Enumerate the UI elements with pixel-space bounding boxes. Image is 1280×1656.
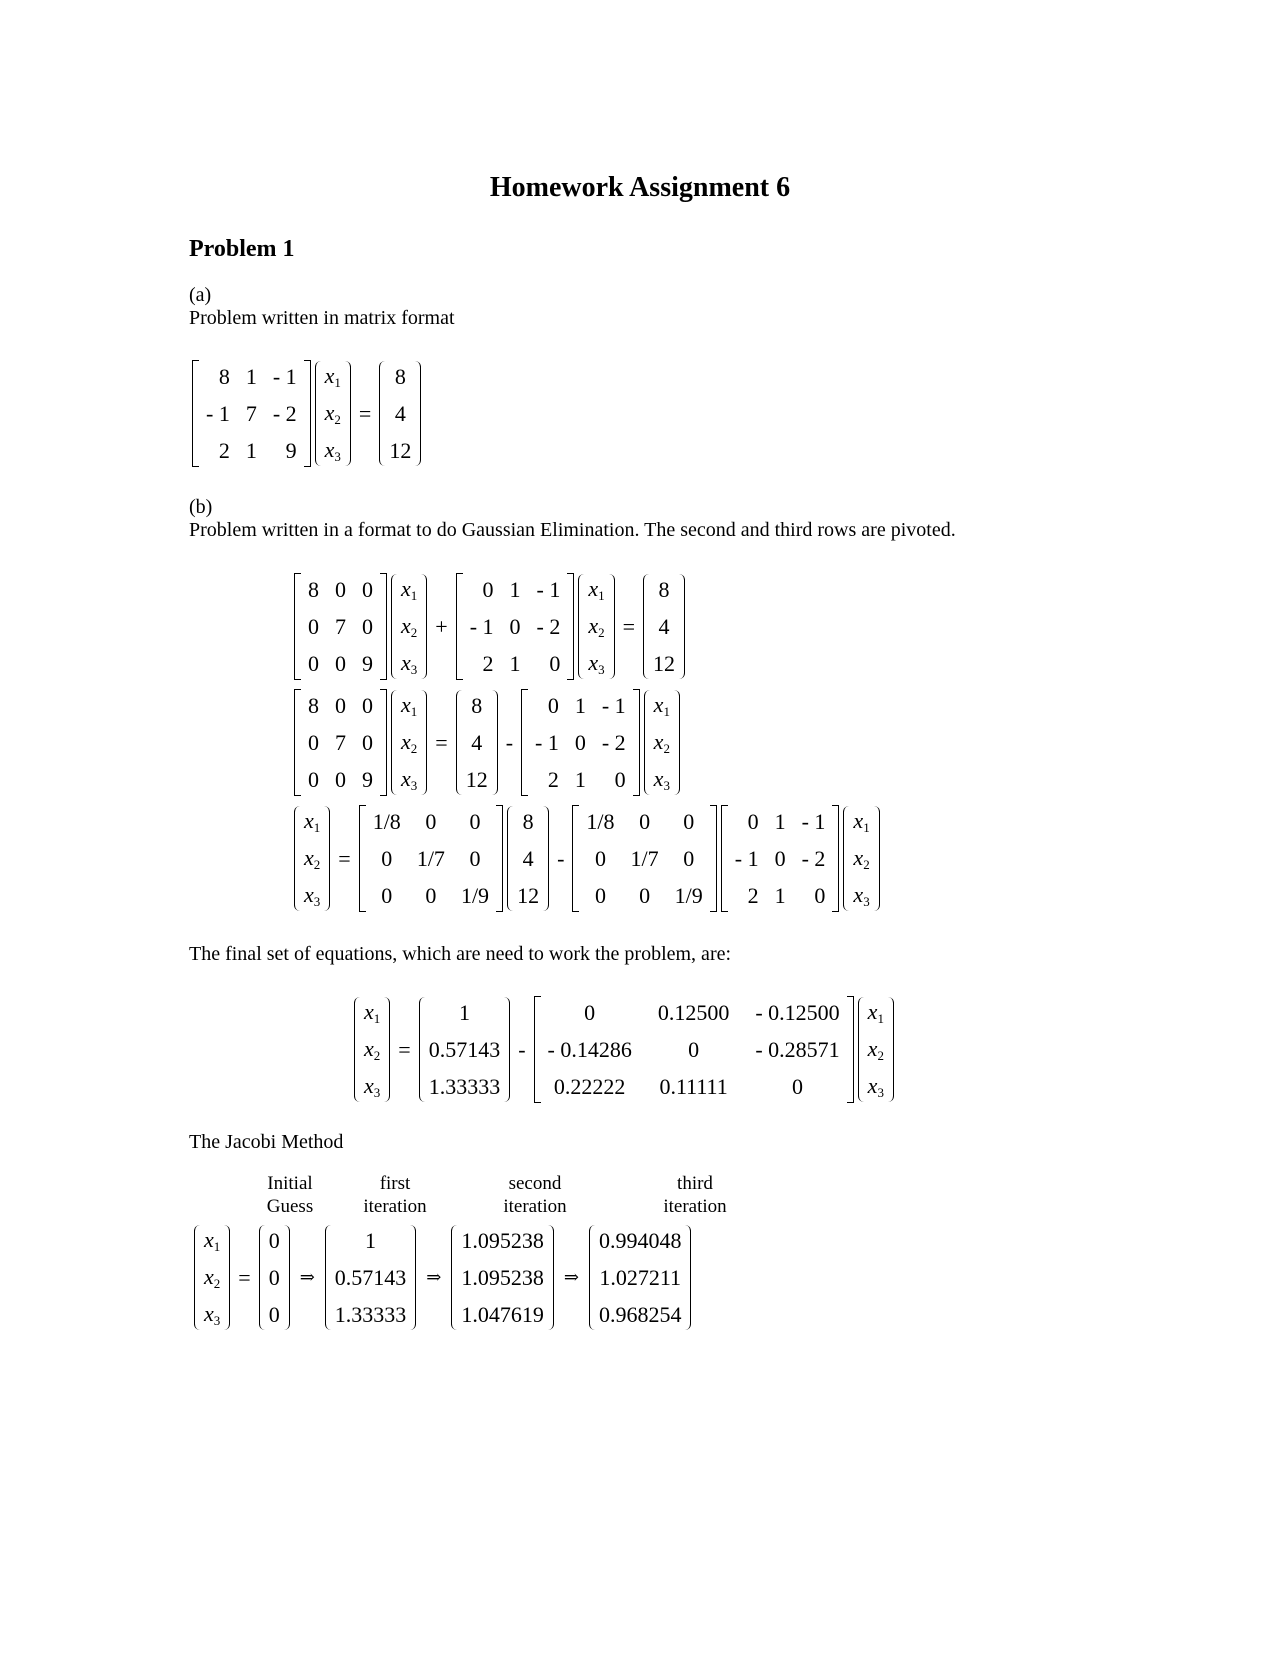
matrix-entry: 0 [335,576,346,602]
variable-x [204,1227,220,1255]
matrix-entry: 1 [774,808,786,834]
variable-x [304,808,320,836]
label-second-iteration [480,1172,590,1218]
variable-x [401,613,417,641]
second-iteration-vector [451,1222,554,1333]
matrix-entry: 1/8 [372,808,401,834]
initial-guess-vector [259,1222,290,1333]
diagonal-matrix [294,571,387,682]
matrix-entry: 0 [335,692,346,718]
implies-arrow: ⇒ [299,1267,315,1287]
matrix-entry: - 0.12500 [755,999,840,1025]
third-iteration-vector [589,1222,692,1333]
variable-subscript: 3 [334,448,341,464]
matrix-entry: 1 [245,363,257,389]
matrix-entry: 0 [574,729,586,755]
variable-symbol: x [653,691,664,717]
variable-subscript: 2 [877,1047,884,1063]
remainder-matrix [721,803,840,914]
matrix-entry: 0 [308,650,319,676]
variable-subscript: 2 [313,856,321,872]
matrix-entry: 0 [362,692,373,718]
variable-x [325,400,341,428]
variable-symbol: x [867,1072,878,1098]
matrix-entry: 0 [639,808,651,834]
variable-subscript: 3 [863,893,870,909]
variable-x [364,1036,380,1064]
variable-subscript: 3 [213,1312,221,1328]
matrix-entry: 8 [308,576,319,602]
variable-x [654,729,670,757]
vector-entry: 12 [465,766,488,792]
matrix-entry: 0 [362,729,373,755]
iteration-matrix [534,994,854,1105]
rhs-vector [456,687,498,798]
minus-sign: - [505,729,514,755]
matrix-entry: 9 [362,650,373,676]
equation-matrix-format [190,358,423,469]
matrix-entry: 2 [547,766,559,792]
equals-sign: = [358,400,372,426]
variable-subscript: 3 [313,893,321,909]
vector-entry: 0 [268,1264,280,1290]
matrix-entry: 7 [245,400,257,426]
vector-entry: 12 [517,882,540,908]
variable-subscript: 1 [877,1010,884,1026]
variable-subscript: 2 [410,624,418,640]
variable-x [204,1301,220,1329]
vector-entry: 4 [522,845,534,871]
unknown-vector [858,994,894,1105]
variable-x [401,650,417,678]
equation-inverse-form [292,803,882,914]
matrix-entry: 0 [688,1036,700,1062]
variable-symbol: x [324,399,335,425]
variable-subscript: 3 [877,1084,884,1100]
variable-subscript: 2 [863,856,870,872]
variable-symbol: x [401,612,411,638]
variable-symbol: x [401,575,411,601]
vector-entry: 8 [394,363,406,389]
equation-rearranged [292,687,682,798]
matrix-entry: 0 [308,613,319,639]
matrix-entry: 2 [218,437,230,463]
matrix-entry: 0 [594,882,606,908]
variable-subscript: 3 [373,1084,381,1100]
matrix-entry: 0 [469,845,481,871]
equals-sign: = [338,845,351,871]
label-initial-guess [250,1172,330,1218]
label-first-iteration [345,1172,445,1218]
part-a-label: (a) [189,284,212,306]
vector-entry: 12 [389,437,412,463]
variable-x [364,999,380,1027]
label-line: second [508,1173,562,1194]
matrix-entry: 0 [308,729,319,755]
variable-x [654,692,670,720]
matrix-entry: - 2 [272,400,297,426]
remainder-matrix [456,571,575,682]
unknown-vector [354,994,390,1105]
variable-symbol: x [324,436,335,462]
jacobi-heading: The Jacobi Method [189,1131,344,1153]
variable-x [401,766,417,794]
variable-x [853,808,869,836]
matrix-entry: - 2 [601,729,626,755]
vector-entry: 0.968254 [598,1301,682,1327]
vector-entry: 1.047619 [461,1301,544,1327]
vector-entry: 4 [471,729,483,755]
variable-x [401,576,417,604]
unknown-vector [194,1222,230,1333]
variable-subscript: 2 [213,1275,221,1291]
matrix-entry: 7 [335,729,346,755]
variable-symbol: x [304,844,314,870]
matrix-entry: 1 [509,576,521,602]
part-b-label: (b) [189,496,213,518]
matrix-entry: 0 [425,808,437,834]
matrix-entry: 2 [747,882,759,908]
variable-symbol: x [364,1072,374,1098]
jacobi-iterations [192,1222,693,1333]
plus-sign: + [435,613,448,639]
first-iteration-vector [325,1222,417,1333]
variable-x [868,1036,884,1064]
variable-subscript: 1 [410,703,418,719]
matrix-entry: 0 [747,808,759,834]
vector-entry: 8 [658,576,670,602]
implies-arrow: ⇒ [563,1267,579,1287]
page-title: Homework Assignment 6 [489,172,791,203]
matrix-entry: 0 [683,845,695,871]
vector-entry: 4 [658,613,670,639]
variable-symbol: x [588,612,599,638]
vector-entry: 0 [268,1301,280,1327]
variable-symbol: x [401,649,411,675]
matrix-entry: - 2 [536,613,561,639]
vector-entry: 4 [394,400,406,426]
matrix-entry: 0.11111 [659,1073,728,1099]
matrix-entry: 0 [362,576,373,602]
equation-final [352,994,896,1105]
variable-symbol: x [853,881,864,907]
minus-sign: - [557,845,565,871]
diagonal-matrix [294,687,387,798]
variable-x [325,363,341,391]
variable-subscript: 3 [663,777,670,793]
matrix-entry: 0 [683,808,695,834]
matrix-entry: - 1 [536,576,561,602]
matrix-entry: 2 [482,650,494,676]
variable-symbol: x [401,728,411,754]
variable-symbol: x [867,1035,878,1061]
variable-symbol: x [653,728,664,754]
matrix-entry: 1/8 [586,808,615,834]
unknown-vector [294,803,330,914]
matrix-entry: 0 [335,766,346,792]
unknown-vector [391,687,427,798]
variable-symbol: x [204,1226,214,1252]
vector-entry: 1.33333 [334,1301,407,1327]
variable-symbol: x [401,765,411,791]
vector-entry: 1 [365,1227,377,1253]
label-line: iteration [663,1196,727,1217]
matrix-entry: 1/9 [460,882,490,908]
label-line: Initial [267,1173,313,1194]
variable-x [853,845,869,873]
matrix-entry: - 0.14286 [547,1036,632,1062]
matrix-entry: - 1 [206,400,230,426]
rhs-vector [379,358,421,469]
variable-x [588,650,604,678]
vector-entry: 0 [268,1227,280,1253]
matrix-entry: 0 [381,845,393,871]
equation-split-form [292,571,687,682]
matrix-entry: 0 [639,882,651,908]
matrix-entry: 1 [774,882,786,908]
variable-symbol: x [364,1035,374,1061]
variable-symbol: x [653,765,664,791]
variable-subscript: 1 [313,819,321,835]
problem-heading: Problem 1 [189,236,295,262]
matrix-entry: 0 [425,882,437,908]
equals-sign: = [435,729,448,755]
variable-subscript: 2 [334,411,341,427]
matrix-entry: - 1 [801,808,826,834]
implies-arrow: ⇒ [426,1267,442,1287]
vector-entry: 0.57143 [428,1036,501,1062]
variable-subscript: 2 [373,1047,381,1063]
equals-sign: = [398,1036,411,1062]
variable-x [868,1073,884,1101]
variable-subscript: 1 [663,703,670,719]
variable-subscript: 1 [598,587,605,603]
unknown-vector [578,571,614,682]
vector-entry: 1.095238 [461,1264,544,1290]
matrix-entry: 0 [308,766,319,792]
variable-symbol: x [304,881,314,907]
matrix-entry: 0 [381,882,393,908]
variable-x [588,576,604,604]
variable-subscript: 1 [410,587,418,603]
matrix-entry: 7 [335,613,346,639]
variable-subscript: 3 [598,661,605,677]
diagonal-inverse-matrix [572,803,716,914]
variable-x [304,845,320,873]
variable-symbol: x [304,807,314,833]
variable-subscript: 2 [663,740,670,756]
variable-symbol: x [853,807,864,833]
variable-subscript: 3 [410,661,418,677]
vector-entry: 1 [458,999,470,1025]
matrix-entry: 0 [482,576,494,602]
matrix-entry: 1/7 [630,845,659,871]
variable-x [588,613,604,641]
diagonal-inverse-matrix [359,803,503,914]
matrix-entry: 8 [218,363,230,389]
matrix-entry: 1 [509,650,521,676]
part-b-description: Problem written in a format to do Gaussian Elimination. The second and third rows are pivoted. [189,519,956,541]
variable-symbol: x [588,575,599,601]
matrix-entry: 9 [285,437,297,463]
variable-x [401,729,417,757]
unknown-vector [315,358,351,469]
matrix-entry: - 0.28571 [755,1036,840,1062]
variable-x [204,1264,220,1292]
label-line: iteration [363,1196,427,1217]
variable-subscript: 2 [598,624,605,640]
variable-subscript: 1 [213,1238,221,1254]
vector-entry: 1.027211 [599,1264,682,1290]
variable-symbol: x [853,844,864,870]
rhs-vector [507,803,549,914]
matrix-entry: 0 [547,692,559,718]
variable-symbol: x [324,362,335,388]
variable-subscript: 1 [334,374,341,390]
coefficient-matrix [192,358,311,469]
vector-entry: 1.33333 [428,1073,501,1099]
variable-subscript: 1 [863,819,870,835]
minus-sign: - [518,1036,526,1062]
variable-symbol: x [867,998,878,1024]
matrix-entry: - 1 [272,363,297,389]
variable-x [868,999,884,1027]
variable-x [654,766,670,794]
matrix-entry: 0.12500 [657,999,730,1025]
label-line: Guess [266,1196,314,1217]
matrix-entry: 0 [814,882,826,908]
variable-subscript: 3 [410,777,418,793]
matrix-entry: 0 [614,766,626,792]
variable-x [853,882,869,910]
matrix-entry: 1 [245,437,257,463]
variable-subscript: 2 [410,740,418,756]
remainder-matrix [521,687,640,798]
unknown-vector [843,803,879,914]
matrix-entry: - 1 [535,729,559,755]
matrix-entry: 0 [335,650,346,676]
vector-entry: 8 [522,808,534,834]
label-line: iteration [503,1196,567,1217]
matrix-entry: - 1 [469,613,494,639]
variable-symbol: x [588,649,599,675]
rhs-vector [643,571,685,682]
vector-entry: 0.994048 [598,1227,682,1253]
matrix-entry: 0 [792,1073,803,1099]
matrix-entry: 0 [509,613,521,639]
label-line: third [677,1173,713,1194]
constant-vector [419,994,511,1105]
matrix-entry: 0 [584,999,596,1025]
matrix-entry: - 2 [801,845,826,871]
vector-entry: 8 [471,692,483,718]
matrix-entry: 0.22222 [553,1073,626,1099]
variable-symbol: x [204,1300,214,1326]
equals-sign: = [622,613,636,639]
matrix-entry: - 1 [601,692,626,718]
vector-entry: 0.57143 [334,1264,407,1290]
label-third-iteration [640,1172,750,1218]
variable-symbol: x [364,998,374,1024]
equals-sign: = [238,1264,251,1290]
matrix-entry: 1/9 [674,882,703,908]
variable-x [401,692,417,720]
matrix-entry: - 1 [734,845,759,871]
variable-symbol: x [204,1263,214,1289]
matrix-entry: 1 [574,766,586,792]
vector-entry: 1.095238 [461,1227,544,1253]
variable-x [304,882,320,910]
unknown-vector [391,571,427,682]
matrix-entry: 1 [574,692,586,718]
matrix-entry: 0 [774,845,786,871]
matrix-entry: 8 [308,692,319,718]
matrix-entry: 0 [362,613,373,639]
matrix-entry: 0 [549,650,561,676]
unknown-vector [644,687,680,798]
variable-symbol: x [401,691,411,717]
label-line: first [379,1173,411,1194]
vector-entry: 12 [653,650,676,676]
part-a-description: Problem written in matrix format [189,307,455,329]
matrix-entry: 9 [362,766,373,792]
variable-x [325,437,341,465]
final-equations-text: The final set of equations, which are need to work the problem, are: [189,943,732,965]
matrix-entry: 0 [469,808,481,834]
matrix-entry: 0 [594,845,606,871]
variable-x [364,1073,380,1101]
variable-subscript: 1 [373,1010,381,1026]
matrix-entry: 1/7 [416,845,445,871]
